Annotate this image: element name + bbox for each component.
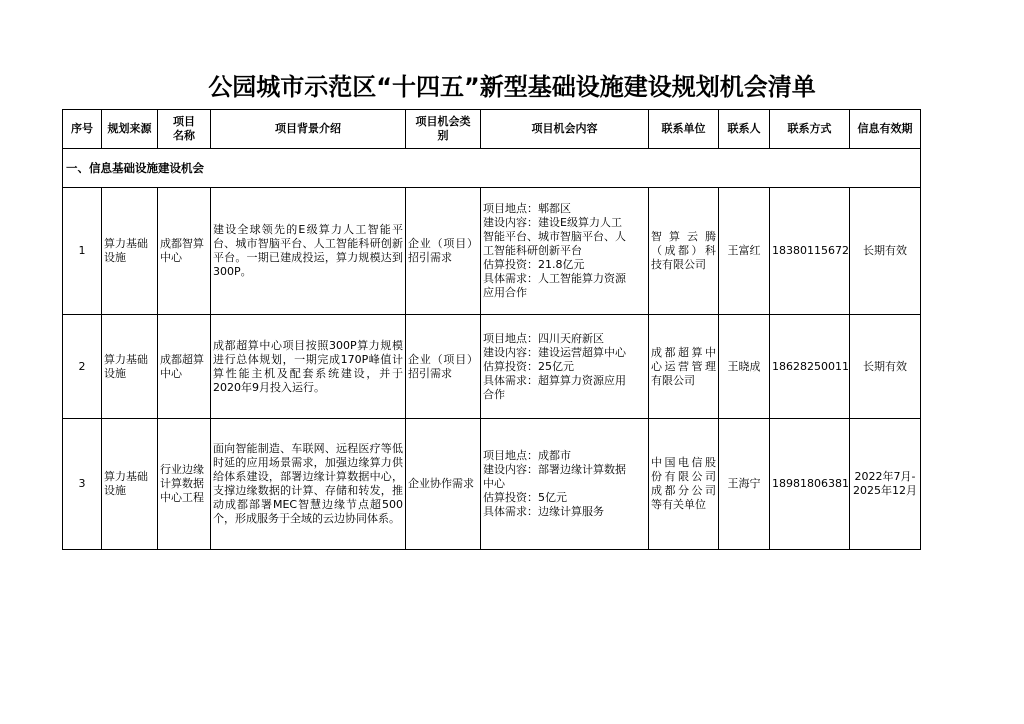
section-row bbox=[63, 149, 921, 188]
header-source: 规划来源 bbox=[102, 110, 158, 149]
cell-phone: 18981806381 bbox=[770, 419, 850, 550]
section-label: 一、信息基础设施建设机会 bbox=[63, 149, 921, 188]
cell-phone: 18628250011 bbox=[770, 315, 850, 419]
cell-name: 成都智算中心 bbox=[158, 188, 211, 315]
cell-contact: 王晓成 bbox=[719, 315, 770, 419]
cell-phone: 18380115672 bbox=[770, 188, 850, 315]
header-background: 项目背景介绍 bbox=[211, 110, 406, 149]
cell-category: 企业协作需求 bbox=[406, 419, 481, 550]
header-unit: 联系单位 bbox=[649, 110, 719, 149]
cell-content: 项目地点：成都市 建设内容：部署边缘计算数据 中心 估算投资：5亿元 具体需求：边缘计算服务 bbox=[481, 419, 649, 550]
header-no: 序号 bbox=[63, 110, 102, 149]
table-row bbox=[63, 419, 921, 550]
cell-validity: 长期有效 bbox=[850, 315, 921, 419]
cell-name: 成都超算中心 bbox=[158, 315, 211, 419]
cell-name: 行业边缘计算数据中心工程 bbox=[158, 419, 211, 550]
header-row bbox=[63, 110, 921, 149]
cell-content: 项目地点：郫都区 建设内容：建设E级算力人工 智能平台、城市智脑平台、人 工智能科研创新平台 估算投资：21.8亿元 具体需求：人工智能算力资源 应用合作 bbox=[481, 188, 649, 315]
header-contact: 联系人 bbox=[719, 110, 770, 149]
header-category: 项目机会类别 bbox=[406, 110, 481, 149]
cell-source: 算力基础设施 bbox=[102, 419, 158, 550]
cell-source: 算力基础设施 bbox=[102, 188, 158, 315]
table-row bbox=[63, 315, 921, 419]
cell-contact: 王富红 bbox=[719, 188, 770, 315]
header-content: 项目机会内容 bbox=[481, 110, 649, 149]
page-title: 公园城市示范区“十四五”新型基础设施建设规划机会清单 bbox=[208, 73, 816, 101]
cell-category: 企业（项目）招引需求 bbox=[406, 315, 481, 419]
cell-no: 2 bbox=[63, 315, 102, 419]
header-validity: 信息有效期 bbox=[850, 110, 921, 149]
cell-unit: 成都超算中心运营管理有限公司 bbox=[649, 315, 719, 419]
cell-category: 企业（项目）招引需求 bbox=[406, 188, 481, 315]
cell-unit: 智算云腾（成都）科技有限公司 bbox=[649, 188, 719, 315]
cell-background: 建设全球领先的E级算力人工智能平台、城市智脑平台、人工智能科研创新平台。一期已建成投运，算力规模达到300P。 bbox=[211, 188, 406, 315]
cell-no: 1 bbox=[63, 188, 102, 315]
cell-content: 项目地点：四川天府新区 建设内容：建设运营超算中心 估算投资：25亿元 具体需求：超算算力资源应用 合作 bbox=[481, 315, 649, 419]
cell-source: 算力基础设施 bbox=[102, 315, 158, 419]
cell-background: 成都超算中心项目按照300P算力规模进行总体规划，一期完成170P峰值计算性能主机及配套系统建设，并于2020年9月投入运行。 bbox=[211, 315, 406, 419]
cell-validity: 长期有效 bbox=[850, 188, 921, 315]
cell-background: 面向智能制造、车联网、远程医疗等低时延的应用场景需求，加强边缘算力供给体系建设，部署边缘计算数据中心，支撑边缘数据的计算、存储和转发，推动成都部署MEC智慧边缘节点超500个，形成服务于全域的云边协同体系。 bbox=[211, 419, 406, 550]
header-name: 项目名称 bbox=[158, 110, 211, 149]
cell-contact: 王海宁 bbox=[719, 419, 770, 550]
cell-no: 3 bbox=[63, 419, 102, 550]
opportunity-table bbox=[62, 109, 921, 550]
cell-unit: 中国电信股份有限公司成都分公司等有关单位 bbox=[649, 419, 719, 550]
table-row bbox=[63, 188, 921, 315]
header-phone: 联系方式 bbox=[770, 110, 850, 149]
cell-validity: 2022年7月- 2025年12月 bbox=[850, 419, 921, 550]
